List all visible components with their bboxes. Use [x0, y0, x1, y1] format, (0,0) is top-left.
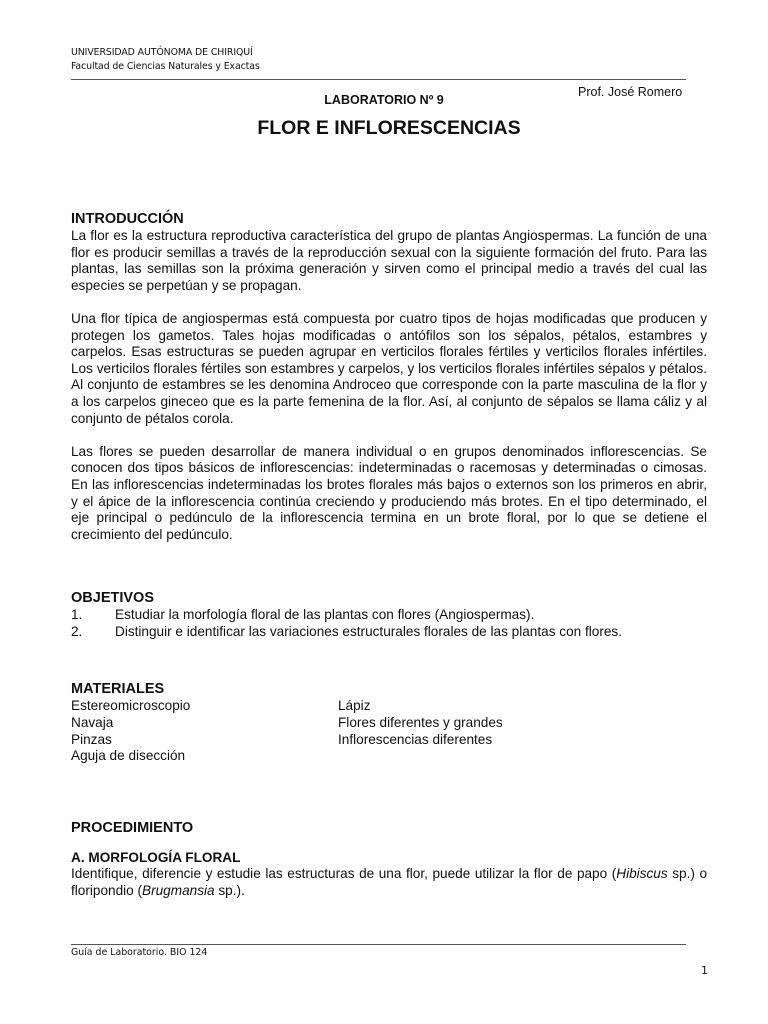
objetivos-heading: OBJETIVOS: [71, 590, 154, 607]
objective-item: [71, 624, 707, 641]
materials-column-2: [338, 698, 605, 764]
material-item: Flores diferentes y grandes: [338, 715, 503, 731]
intro-paragraph-1: La flor es la estructura reproductiva característica del grupo de plantas Angiospermas. La función de una flor es producir semillas a través de la reproducción sexual con la siguiente formación del fruto. Para las plantas, las semillas son la próxima generación y sirven como el principal medio a través del cual las especies se perpetúan y se propagan.: [71, 228, 707, 293]
page-number: 1: [701, 964, 708, 977]
document-title: FLOR E INFLORESCENCIAS: [257, 117, 521, 139]
morfologia-floral-heading: A. MORFOLOGÍA FLORAL: [71, 849, 241, 865]
procedure-paragraph: Identifique, diferencie y estudie las estructuras de una flor, puede utilizar la flor de papo (Hibiscus sp.) o floripondio (Brugmansia sp.).: [71, 866, 708, 899]
header-divider: [71, 79, 686, 80]
objective-number: 2.: [71, 623, 83, 639]
material-item: Inflorescencias diferentes: [338, 731, 493, 747]
lab-number: LABORATORIO Nº 9: [324, 93, 444, 107]
materials-list: [71, 698, 707, 764]
species-name: Brugmansia: [142, 883, 215, 899]
objective-text: Estudiar la morfología floral de las plantas con flores (Angiospermas).: [115, 607, 535, 623]
document-body: [71, 210, 707, 900]
objective-text: Distinguir e identificar las variaciones estructurales florales de las plantas con flores.: [115, 623, 622, 639]
materiales-heading: MATERIALES: [71, 681, 165, 698]
material-item: Lápiz: [338, 698, 371, 714]
procedimiento-heading: PROCEDIMIENTO: [71, 819, 194, 836]
material-item: Estereomicroscopio: [71, 698, 191, 714]
footer-divider: [71, 944, 686, 945]
material-item: Aguja de disección: [71, 748, 186, 764]
intro-paragraph-2: Una flor típica de angiospermas está compuesta por cuatro tipos de hojas modificadas que producen y protegen los gametos. Tales hojas modificadas o antófilos son los sépalos, pétalos, estambres y carpelos. Esas estructuras se pueden agrupar en verticilos florales fértiles y verticilos florales infértiles. Los verticilos florales fértiles son estambres y carpelos, y los verticilos florales infértiles sépalos y pétalos. Al conjunto de estambres se les denomina Androceo que corresponde con la parte masculina de la flor y a los carpelos gineceo que es la parte femenina de la flor. Así, al conjunto de sépalos se llama cáliz y al conjunto de pétalos corola.: [71, 310, 707, 426]
materials-column-1: [71, 698, 338, 764]
species-name: Hibiscus: [616, 866, 668, 882]
footer-text: Guía de Laboratorio. BIO 124: [71, 947, 208, 958]
introduccion-heading: INTRODUCCIÓN: [71, 211, 184, 227]
intro-paragraph-3: Las flores se pueden desarrollar de manera individual o en grupos denominados inflorescencias. Se conocen dos tipos básicos de inflorescencias: indeterminadas o racemosas y determinadas o cimosas. En las inflorescencias indeterminadas los brotes florales más bajos o externos son los primeros en abrir, y el ápice de la inflorescencia continúa creciendo y produciendo más brotes. En el tipo determinado, el eje principal o pedúnculo de la inflorescencia termina en un brote floral, por lo que se detiene el crecimiento del pedúnculo.: [71, 443, 707, 542]
objective-number: 1.: [71, 607, 83, 623]
faculty-name: Facultad de Ciencias Naturales y Exactas: [71, 61, 260, 72]
objective-item: [71, 607, 707, 624]
page-header: [71, 46, 260, 74]
material-item: Pinzas: [71, 731, 112, 747]
material-item: Navaja: [71, 715, 114, 731]
professor-name: Prof. José Romero: [578, 85, 683, 99]
university-name: UNIVERSIDAD AUTÓNOMA DE CHIRIQUÍ: [71, 47, 253, 58]
